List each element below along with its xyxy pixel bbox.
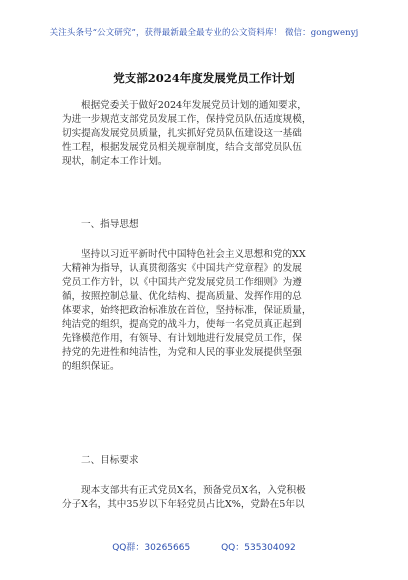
text-line: 纯洁党的组织，提高党的战斗力，使每一名党员真正起到 — [62, 319, 302, 330]
text-line: 大精神为指导，认真贯彻落实《中国共产党章程》的发展 — [62, 263, 302, 274]
section-heading-guiding-principle: 一、指导思想 — [81, 219, 139, 230]
text-line: 党员工作方针，以《中国共产党发展党员工作细则》为遵 — [62, 277, 302, 288]
guiding-principle-paragraph — [62, 246, 354, 372]
text-line: 体要求，始终把政治标准放在首位，坚持标准，保证质量， — [62, 305, 312, 316]
text-line: 持党的先进性和纯洁性，为党和人民的事业发展提供坚强 — [62, 347, 302, 358]
text-line: 现状，制定本工作计划。 — [62, 156, 168, 167]
text-line: 性工程，根据发展党员相关规章制度，结合支部党员队伍 — [62, 142, 302, 153]
text-line: 为进一步规范支部党员发展工作，保持党员队伍适度规模， — [62, 114, 312, 125]
text-line: 分子X名，其中35岁以下年轻党员占比X%，党龄在5年以 — [62, 499, 305, 510]
text-line: 先锋模范作用，有领导、有计划地进行发展党员工作，保 — [62, 333, 302, 344]
qq-group-number: QQ群：30265665 — [112, 543, 191, 553]
text-line: 循，按照控制总量、优化结构、提高质量、发挥作用的总 — [62, 291, 302, 302]
qq-number: QQ：535304092 — [221, 543, 296, 553]
text-line: 切实提高发展党员质量，扎实抓好党员队伍建设这一基础 — [62, 128, 302, 139]
goals-paragraph — [62, 482, 354, 510]
contact-footer — [0, 540, 408, 553]
text-line: 根据党委关于做好2024年发展党员计划的通知要求， — [81, 100, 307, 111]
intro-paragraph — [62, 97, 354, 167]
text-line: 的组织保证。 — [62, 361, 120, 372]
text-line: 坚持以习近平新时代中国特色社会主义思想和党的XX — [81, 249, 306, 260]
promo-banner: 关注头条号“公文研究”，获得最新最全最专业的公文资料库！ 微信：gongwenyj — [49, 28, 359, 38]
text-line: 现本支部共有正式党员X名，预备党员X名，入党积极 — [81, 485, 306, 496]
document-title: 党支部2024年度发展党员工作计划 — [113, 71, 295, 85]
section-heading-goals: 二、目标要求 — [81, 455, 139, 466]
